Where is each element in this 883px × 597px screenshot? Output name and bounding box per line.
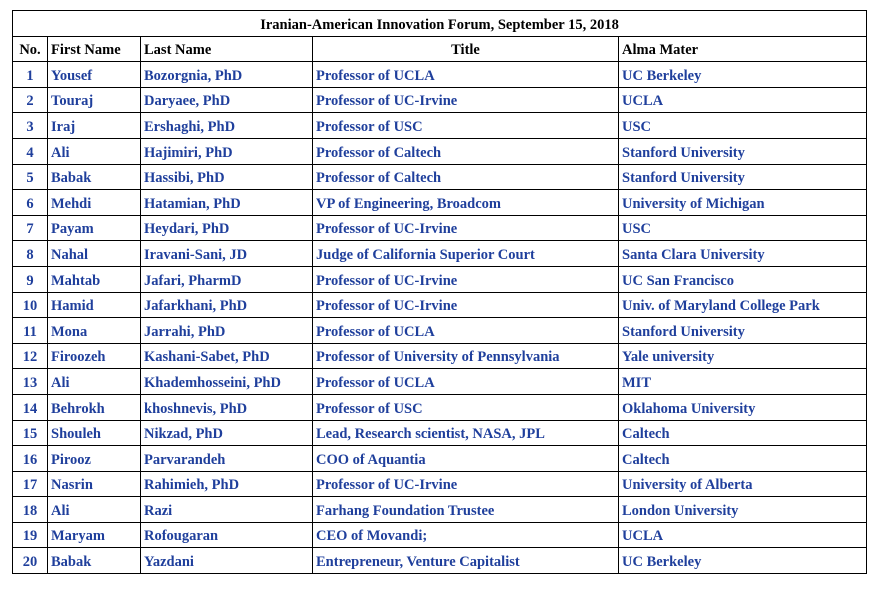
table-row bbox=[13, 318, 867, 344]
cell-title: Judge of California Superior Court bbox=[313, 241, 619, 267]
cell-title: Professor of UC-Irvine bbox=[313, 266, 619, 292]
cell-no: 16 bbox=[13, 446, 48, 472]
cell-no: 4 bbox=[13, 138, 48, 164]
cell-first-name: Babak bbox=[48, 164, 141, 190]
cell-last-name: Kashani-Sabet, PhD bbox=[141, 343, 313, 369]
header-title: Title bbox=[313, 36, 619, 62]
cell-no: 2 bbox=[13, 87, 48, 113]
cell-title: VP of Engineering, Broadcom bbox=[313, 190, 619, 216]
cell-no: 11 bbox=[13, 318, 48, 344]
cell-first-name: Nasrin bbox=[48, 471, 141, 497]
cell-no: 5 bbox=[13, 164, 48, 190]
cell-last-name: Rahimieh, PhD bbox=[141, 471, 313, 497]
cell-last-name: Jafarkhani, PhD bbox=[141, 292, 313, 318]
cell-no: 9 bbox=[13, 266, 48, 292]
cell-last-name: Jarrahi, PhD bbox=[141, 318, 313, 344]
cell-last-name: Ershaghi, PhD bbox=[141, 113, 313, 139]
cell-first-name: Maryam bbox=[48, 522, 141, 548]
header-alma-mater: Alma Mater bbox=[619, 36, 867, 62]
cell-alma-mater: Caltech bbox=[619, 446, 867, 472]
cell-alma-mater: UC San Francisco bbox=[619, 266, 867, 292]
cell-title: CEO of Movandi; bbox=[313, 522, 619, 548]
table-row bbox=[13, 190, 867, 216]
cell-no: 15 bbox=[13, 420, 48, 446]
table-row bbox=[13, 471, 867, 497]
table-row bbox=[13, 266, 867, 292]
cell-last-name: Hajimiri, PhD bbox=[141, 138, 313, 164]
cell-alma-mater: UCLA bbox=[619, 87, 867, 113]
cell-no: 19 bbox=[13, 522, 48, 548]
cell-first-name: Touraj bbox=[48, 87, 141, 113]
cell-last-name: Iravani-Sani, JD bbox=[141, 241, 313, 267]
cell-no: 8 bbox=[13, 241, 48, 267]
cell-alma-mater: MIT bbox=[619, 369, 867, 395]
table-title-row bbox=[13, 11, 867, 37]
cell-no: 14 bbox=[13, 394, 48, 420]
cell-alma-mater: Stanford University bbox=[619, 138, 867, 164]
cell-title: Professor of Caltech bbox=[313, 138, 619, 164]
cell-last-name: Razi bbox=[141, 497, 313, 523]
cell-first-name: Behrokh bbox=[48, 394, 141, 420]
header-first-name: First Name bbox=[48, 36, 141, 62]
cell-title: Professor of UC-Irvine bbox=[313, 471, 619, 497]
cell-title: Professor of Caltech bbox=[313, 164, 619, 190]
cell-title: Professor of University of Pennsylvania bbox=[313, 343, 619, 369]
table-row bbox=[13, 215, 867, 241]
header-row bbox=[13, 36, 867, 62]
table-row bbox=[13, 62, 867, 88]
table-title: Iranian-American Innovation Forum, September 15, 2018 bbox=[13, 11, 867, 37]
cell-alma-mater: Santa Clara University bbox=[619, 241, 867, 267]
table-row bbox=[13, 446, 867, 472]
cell-no: 20 bbox=[13, 548, 48, 574]
cell-alma-mater: University of Alberta bbox=[619, 471, 867, 497]
cell-first-name: Mehdi bbox=[48, 190, 141, 216]
header-no: No. bbox=[13, 36, 48, 62]
table-row bbox=[13, 138, 867, 164]
cell-alma-mater: Yale university bbox=[619, 343, 867, 369]
cell-first-name: Ali bbox=[48, 138, 141, 164]
cell-first-name: Mona bbox=[48, 318, 141, 344]
cell-alma-mater: Stanford University bbox=[619, 318, 867, 344]
header-last-name: Last Name bbox=[141, 36, 313, 62]
cell-first-name: Yousef bbox=[48, 62, 141, 88]
cell-alma-mater: Univ. of Maryland College Park bbox=[619, 292, 867, 318]
cell-no: 1 bbox=[13, 62, 48, 88]
cell-no: 17 bbox=[13, 471, 48, 497]
cell-title: Professor of UCLA bbox=[313, 62, 619, 88]
cell-alma-mater: Caltech bbox=[619, 420, 867, 446]
cell-alma-mater: Oklahoma University bbox=[619, 394, 867, 420]
cell-last-name: Bozorgnia, PhD bbox=[141, 62, 313, 88]
cell-alma-mater: UC Berkeley bbox=[619, 548, 867, 574]
table-row bbox=[13, 548, 867, 574]
cell-no: 7 bbox=[13, 215, 48, 241]
cell-last-name: Rofougaran bbox=[141, 522, 313, 548]
table-row bbox=[13, 420, 867, 446]
table-row bbox=[13, 292, 867, 318]
cell-alma-mater: University of Michigan bbox=[619, 190, 867, 216]
cell-first-name: Nahal bbox=[48, 241, 141, 267]
table-row bbox=[13, 497, 867, 523]
cell-no: 3 bbox=[13, 113, 48, 139]
cell-last-name: Heydari, PhD bbox=[141, 215, 313, 241]
speakers-table bbox=[12, 10, 867, 574]
cell-title: Entrepreneur, Venture Capitalist bbox=[313, 548, 619, 574]
cell-no: 10 bbox=[13, 292, 48, 318]
cell-no: 12 bbox=[13, 343, 48, 369]
cell-first-name: Hamid bbox=[48, 292, 141, 318]
cell-first-name: Iraj bbox=[48, 113, 141, 139]
table-row bbox=[13, 241, 867, 267]
cell-last-name: Hatamian, PhD bbox=[141, 190, 313, 216]
cell-alma-mater: UC Berkeley bbox=[619, 62, 867, 88]
cell-first-name: Ali bbox=[48, 497, 141, 523]
cell-title: Lead, Research scientist, NASA, JPL bbox=[313, 420, 619, 446]
cell-title: Professor of UCLA bbox=[313, 318, 619, 344]
cell-first-name: Babak bbox=[48, 548, 141, 574]
cell-alma-mater: London University bbox=[619, 497, 867, 523]
cell-title: Professor of USC bbox=[313, 113, 619, 139]
cell-title: Professor of UC-Irvine bbox=[313, 87, 619, 113]
cell-first-name: Ali bbox=[48, 369, 141, 395]
cell-first-name: Shouleh bbox=[48, 420, 141, 446]
table-row bbox=[13, 113, 867, 139]
table-row bbox=[13, 369, 867, 395]
cell-last-name: Jafari, PharmD bbox=[141, 266, 313, 292]
table-body bbox=[13, 62, 867, 574]
cell-last-name: Nikzad, PhD bbox=[141, 420, 313, 446]
cell-last-name: Hassibi, PhD bbox=[141, 164, 313, 190]
cell-no: 13 bbox=[13, 369, 48, 395]
cell-title: Farhang Foundation Trustee bbox=[313, 497, 619, 523]
table-row bbox=[13, 164, 867, 190]
cell-title: Professor of USC bbox=[313, 394, 619, 420]
cell-first-name: Mahtab bbox=[48, 266, 141, 292]
table-row bbox=[13, 522, 867, 548]
cell-alma-mater: Stanford University bbox=[619, 164, 867, 190]
cell-last-name: Parvarandeh bbox=[141, 446, 313, 472]
cell-first-name: Pirooz bbox=[48, 446, 141, 472]
cell-last-name: khoshnevis, PhD bbox=[141, 394, 313, 420]
cell-title: Professor of UCLA bbox=[313, 369, 619, 395]
cell-no: 6 bbox=[13, 190, 48, 216]
cell-last-name: Yazdani bbox=[141, 548, 313, 574]
cell-first-name: Payam bbox=[48, 215, 141, 241]
cell-no: 18 bbox=[13, 497, 48, 523]
cell-first-name: Firoozeh bbox=[48, 343, 141, 369]
cell-last-name: Khademhosseini, PhD bbox=[141, 369, 313, 395]
cell-alma-mater: USC bbox=[619, 215, 867, 241]
cell-last-name: Daryaee, PhD bbox=[141, 87, 313, 113]
cell-title: COO of Aquantia bbox=[313, 446, 619, 472]
table-row bbox=[13, 343, 867, 369]
cell-title: Professor of UC-Irvine bbox=[313, 292, 619, 318]
cell-alma-mater: UCLA bbox=[619, 522, 867, 548]
cell-alma-mater: USC bbox=[619, 113, 867, 139]
cell-title: Professor of UC-Irvine bbox=[313, 215, 619, 241]
table-row bbox=[13, 87, 867, 113]
table-row bbox=[13, 394, 867, 420]
